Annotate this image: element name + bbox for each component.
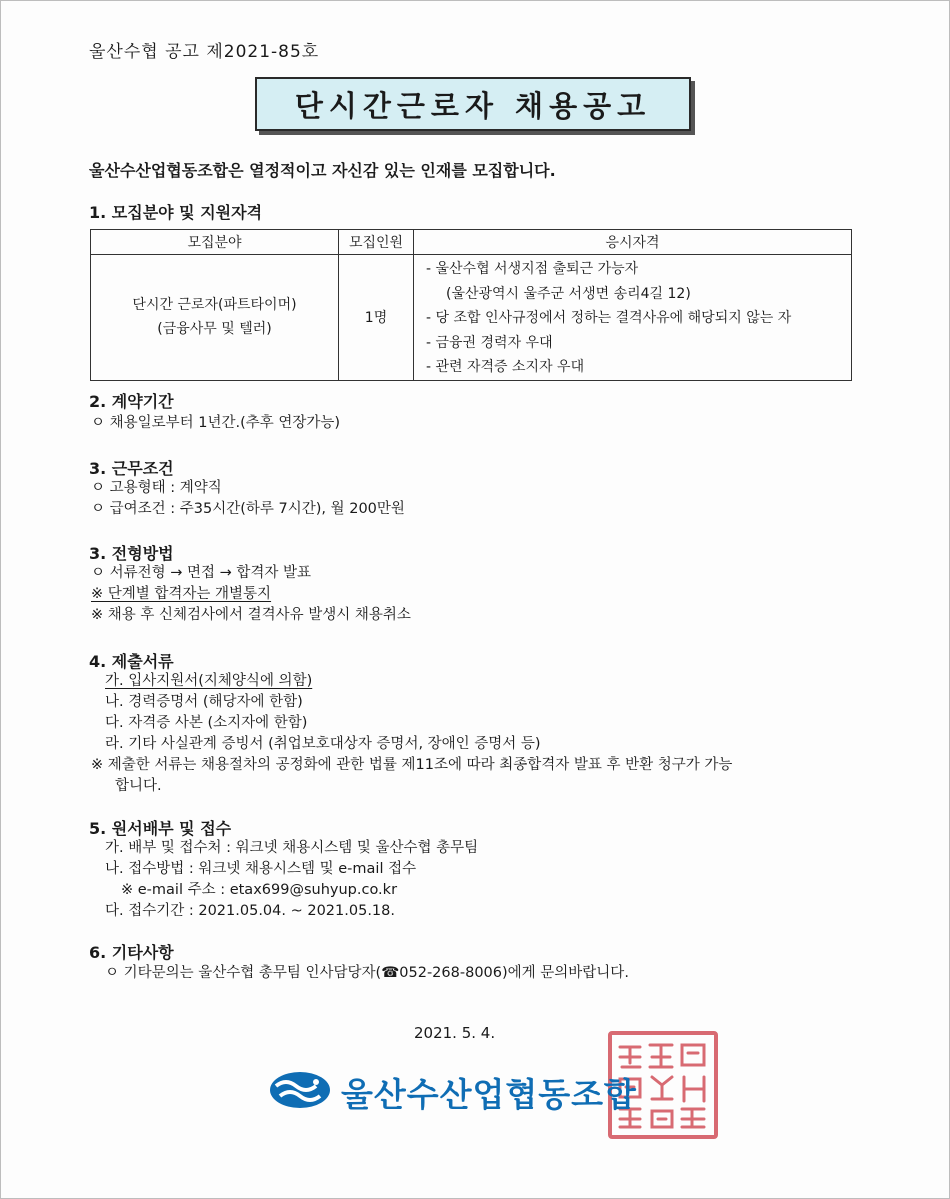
list-item: ㅇ 급여조건 : 주35시간(하루 7시간), 월 200만원 bbox=[91, 501, 405, 517]
list-item: ㅇ 서류전형 → 면접 → 합격자 발표 bbox=[91, 565, 312, 581]
qualification-item: - 금융권 경력자 우대 bbox=[426, 334, 553, 351]
list-item: 가. 입사지원서(지체양식에 의함) bbox=[105, 673, 313, 689]
list-item: 가. 배부 및 접수처 : 워크넷 채용시스템 및 울산수협 총무팀 bbox=[105, 840, 479, 856]
table-row bbox=[91, 255, 852, 381]
list-item: ㅇ 채용일로부터 1년간.(추후 연장가능) bbox=[91, 415, 341, 431]
section-heading-contract: 2. 계약기간 bbox=[89, 392, 174, 411]
issue-date: 2021. 5. 4. bbox=[414, 1024, 496, 1042]
section-heading-misc: 6. 기타사항 bbox=[89, 943, 174, 962]
qualification-item: - 관련 자격증 소지자 우대 bbox=[426, 359, 585, 375]
suhyup-logo-icon bbox=[268, 1070, 332, 1114]
list-item: 합니다. bbox=[115, 778, 162, 794]
list-item: ㅇ 기타문의는 울산수협 총무팀 인사담당자(☎052-268-8006)에게 문의바랍니다. bbox=[105, 965, 629, 981]
list-item: ※ 제출한 서류는 채용절차의 공정화에 관한 법률 제11조에 따라 최종합격자 발표 후 반환 청구가 가능 bbox=[91, 757, 733, 773]
page-title: 단시간근로자 채용공고 bbox=[294, 88, 652, 123]
organization-logo-text: 울산수산업협동조합 bbox=[341, 1075, 637, 1114]
field-line: 단시간 근로자(파트타이머) bbox=[132, 297, 297, 314]
qualification-item: - 울산수협 서생지점 출퇴근 가능자 bbox=[426, 261, 639, 277]
field-line: (금융사무 및 텔러) bbox=[157, 321, 272, 338]
recruitment-count-cell: 1명 bbox=[339, 255, 414, 381]
list-item: 나. 접수방법 : 워크넷 채용시스템 및 e-mail 접수 bbox=[105, 861, 417, 877]
list-item: ※ 단계별 합격자는 개별통지 bbox=[91, 586, 272, 602]
section-heading-selection: 3. 전형방법 bbox=[89, 544, 174, 563]
list-item: ※ e-mail 주소 : etax699@suhyup.co.kr bbox=[121, 882, 398, 898]
section-heading-documents: 4. 제출서류 bbox=[89, 652, 174, 671]
title-box bbox=[255, 77, 691, 131]
table-header-row bbox=[91, 230, 852, 255]
list-item: 나. 경력증명서 (해당자에 한함) bbox=[105, 694, 303, 710]
list-item: ※ 채용 후 신체검사에서 결격사유 발생시 채용취소 bbox=[91, 607, 411, 623]
recruitment-table bbox=[90, 229, 852, 381]
table-header-cell: 모집인원 bbox=[339, 230, 414, 255]
table-header-cell: 응시자격 bbox=[414, 230, 852, 255]
list-item: 다. 자격증 사본 (소지자에 한함) bbox=[105, 715, 308, 731]
list-item: 다. 접수기간 : 2021.05.04. ~ 2021.05.18. bbox=[105, 903, 395, 919]
table-header-cell: 모집분야 bbox=[91, 230, 339, 255]
notice-number: 울산수협 공고 제2021-85호 bbox=[89, 42, 320, 62]
recruitment-field-cell bbox=[91, 255, 339, 381]
section-heading-application: 5. 원서배부 및 접수 bbox=[89, 819, 232, 838]
qualification-item: (울산광역시 울주군 서생면 송리4길 12) bbox=[446, 285, 691, 302]
list-item: 라. 기타 사실관계 증빙서 (취업보호대상자 증명서, 장애인 증명서 등) bbox=[105, 736, 541, 752]
qualification-item: - 당 조합 인사규정에서 정하는 결격사유에 해당되지 않는 자 bbox=[426, 310, 792, 326]
qualification-cell bbox=[414, 255, 852, 381]
section-heading-recruitment: 1. 모집분야 및 지원자격 bbox=[89, 203, 263, 222]
intro-text: 울산수산업협동조합은 열정적이고 자신감 있는 인재를 모집합니다. bbox=[89, 161, 556, 180]
list-item: ㅇ 고용형태 : 계약직 bbox=[91, 480, 222, 496]
section-heading-conditions: 3. 근무조건 bbox=[89, 459, 174, 478]
